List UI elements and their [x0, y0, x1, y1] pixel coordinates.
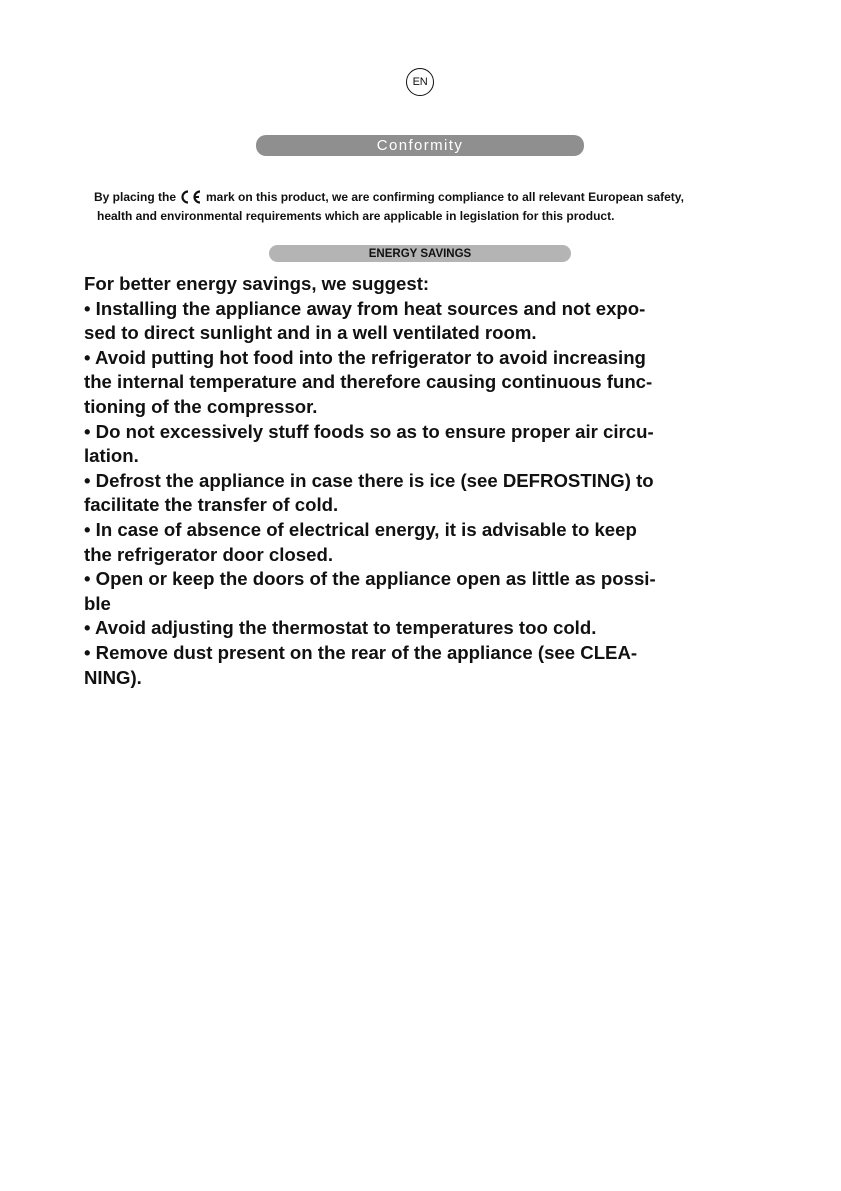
energy-savings-heading	[269, 245, 571, 262]
energy-line: the refrigerator door closed.	[84, 543, 334, 565]
energy-line: lation.	[84, 445, 139, 467]
energy-line: • Installing the appliance away from heat sources and not expo-	[84, 297, 646, 319]
conformity-heading	[256, 135, 584, 156]
energy-line: sed to direct sunlight and in a well ventilated room.	[84, 322, 537, 344]
energy-line: • Open or keep the doors of the appliance open as little as possi-	[84, 568, 656, 590]
conformity-text-before-mark: By placing the	[94, 190, 177, 204]
energy-line: For better energy savings, we suggest:	[84, 273, 430, 294]
energy-line: NING).	[84, 666, 142, 688]
conformity-heading-label: Conformity	[376, 137, 464, 154]
energy-line: • Avoid putting hot food into the refrigerator to avoid increasing	[84, 346, 646, 368]
conformity-text-after-mark: mark on this product, we are confirming compliance to all relevant European safety,	[206, 190, 684, 204]
energy-line: • In case of absence of electrical energy, it is advisable to keep	[84, 518, 637, 540]
conformity-text-line2: health and environmental requirements which are applicable in legislation for this product.	[97, 209, 615, 223]
energy-savings-list	[84, 272, 764, 690]
energy-line: facilitate the transfer of cold.	[84, 494, 339, 516]
language-badge: EN	[406, 68, 434, 96]
energy-line: • Avoid adjusting the thermostat to temperatures too cold.	[84, 617, 597, 639]
energy-line: • Remove dust present on the rear of the appliance (see CLEA-	[84, 641, 638, 663]
conformity-statement	[94, 189, 764, 224]
energy-line: • Defrost the appliance in case there is ice (see DEFROSTING) to	[84, 469, 654, 491]
energy-savings-heading-label: ENERGY SAVINGS	[368, 247, 472, 260]
energy-line: the internal temperature and therefore causing continuous func-	[84, 371, 653, 393]
energy-line: tioning of the compressor.	[84, 395, 318, 417]
energy-line: ble	[84, 592, 111, 614]
ce-mark-icon	[179, 190, 203, 208]
energy-line: • Do not excessively stuff foods so as to ensure proper air circu-	[84, 420, 654, 442]
